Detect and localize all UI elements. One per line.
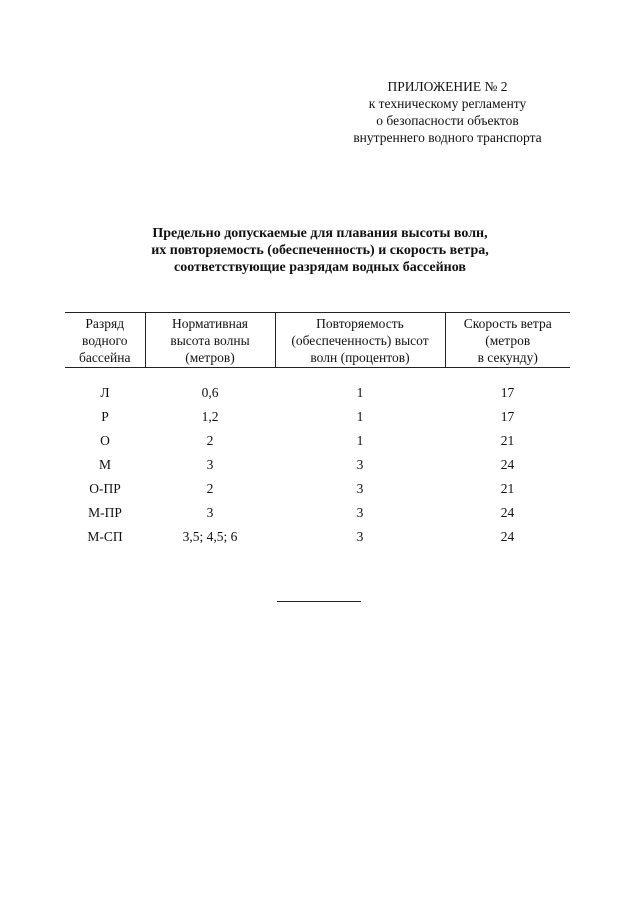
title-line: Предельно допускаемые для плавания высоты волн, bbox=[152, 226, 488, 241]
cell-category: М bbox=[98, 456, 111, 472]
table-row bbox=[65, 452, 570, 476]
cell-category: О bbox=[100, 432, 110, 448]
cell-wave-height: 0,6 bbox=[201, 384, 219, 400]
header-wind-speed bbox=[445, 313, 570, 368]
table-row bbox=[65, 524, 570, 548]
header-line: (обеспеченность) высот bbox=[291, 333, 429, 348]
cell-wave-height: 3 bbox=[206, 456, 214, 472]
cell-recurrence: 3 bbox=[356, 456, 364, 472]
header-line: в секунду) bbox=[477, 350, 538, 365]
appendix-line: внутреннего водного транспорта bbox=[353, 130, 542, 145]
header-recurrence bbox=[275, 313, 445, 368]
appendix-line: о безопасности объектов bbox=[376, 113, 519, 128]
cell-recurrence: 1 bbox=[356, 384, 364, 400]
title-line: соответствующие разрядам водных бассейнов bbox=[174, 260, 466, 275]
wave-height-table bbox=[65, 312, 570, 548]
table-row bbox=[65, 428, 570, 452]
cell-category: О-ПР bbox=[89, 480, 121, 496]
title-line: их повторяемость (обеспеченность) и скорость ветра, bbox=[151, 243, 489, 258]
header-line: водного bbox=[82, 333, 128, 348]
cell-wind-speed: 24 bbox=[500, 456, 515, 472]
appendix-line: к техническому регламенту bbox=[368, 96, 527, 111]
header-line: высота волны bbox=[170, 333, 250, 348]
document-title bbox=[60, 225, 580, 276]
cell-wind-speed: 21 bbox=[500, 432, 515, 448]
cell-wave-height: 2 bbox=[206, 432, 214, 448]
end-divider bbox=[277, 601, 361, 602]
header-line: волн (процентов) bbox=[310, 350, 410, 365]
header-line: Разряд bbox=[85, 316, 125, 331]
cell-recurrence: 3 bbox=[356, 528, 364, 544]
cell-wind-speed: 24 bbox=[500, 504, 515, 520]
header-line: бассейна bbox=[79, 350, 131, 365]
header-line: Нормативная bbox=[171, 316, 249, 331]
header-line: (метров bbox=[485, 333, 531, 348]
appendix-heading bbox=[320, 78, 575, 146]
table-spacer bbox=[65, 368, 570, 381]
header-line: Скорость ветра bbox=[463, 316, 552, 331]
cell-wave-height: 3,5; 4,5; 6 bbox=[182, 528, 238, 544]
table-row bbox=[65, 476, 570, 500]
cell-wave-height: 2 bbox=[206, 480, 214, 496]
cell-category: Л bbox=[100, 384, 110, 400]
cell-recurrence: 3 bbox=[356, 480, 364, 496]
header-basin-category bbox=[65, 313, 145, 368]
table-row bbox=[65, 404, 570, 428]
cell-recurrence: 1 bbox=[356, 432, 364, 448]
cell-wind-speed: 17 bbox=[500, 384, 515, 400]
table-row bbox=[65, 500, 570, 524]
cell-wind-speed: 24 bbox=[500, 528, 515, 544]
table-header-row bbox=[65, 313, 570, 368]
header-line: (метров) bbox=[185, 350, 235, 365]
cell-wind-speed: 17 bbox=[500, 408, 515, 424]
header-wave-height bbox=[145, 313, 275, 368]
appendix-number: ПРИЛОЖЕНИЕ № 2 bbox=[387, 79, 508, 94]
cell-recurrence: 1 bbox=[356, 408, 364, 424]
cell-category: М-ПР bbox=[88, 504, 122, 520]
table-row bbox=[65, 380, 570, 404]
cell-recurrence: 3 bbox=[356, 504, 364, 520]
header-line: Повторяемость bbox=[316, 316, 404, 331]
cell-category: Р bbox=[101, 408, 109, 424]
cell-category: М-СП bbox=[87, 528, 123, 544]
cell-wave-height: 1,2 bbox=[201, 408, 219, 424]
cell-wind-speed: 21 bbox=[500, 480, 515, 496]
cell-wave-height: 3 bbox=[206, 504, 214, 520]
